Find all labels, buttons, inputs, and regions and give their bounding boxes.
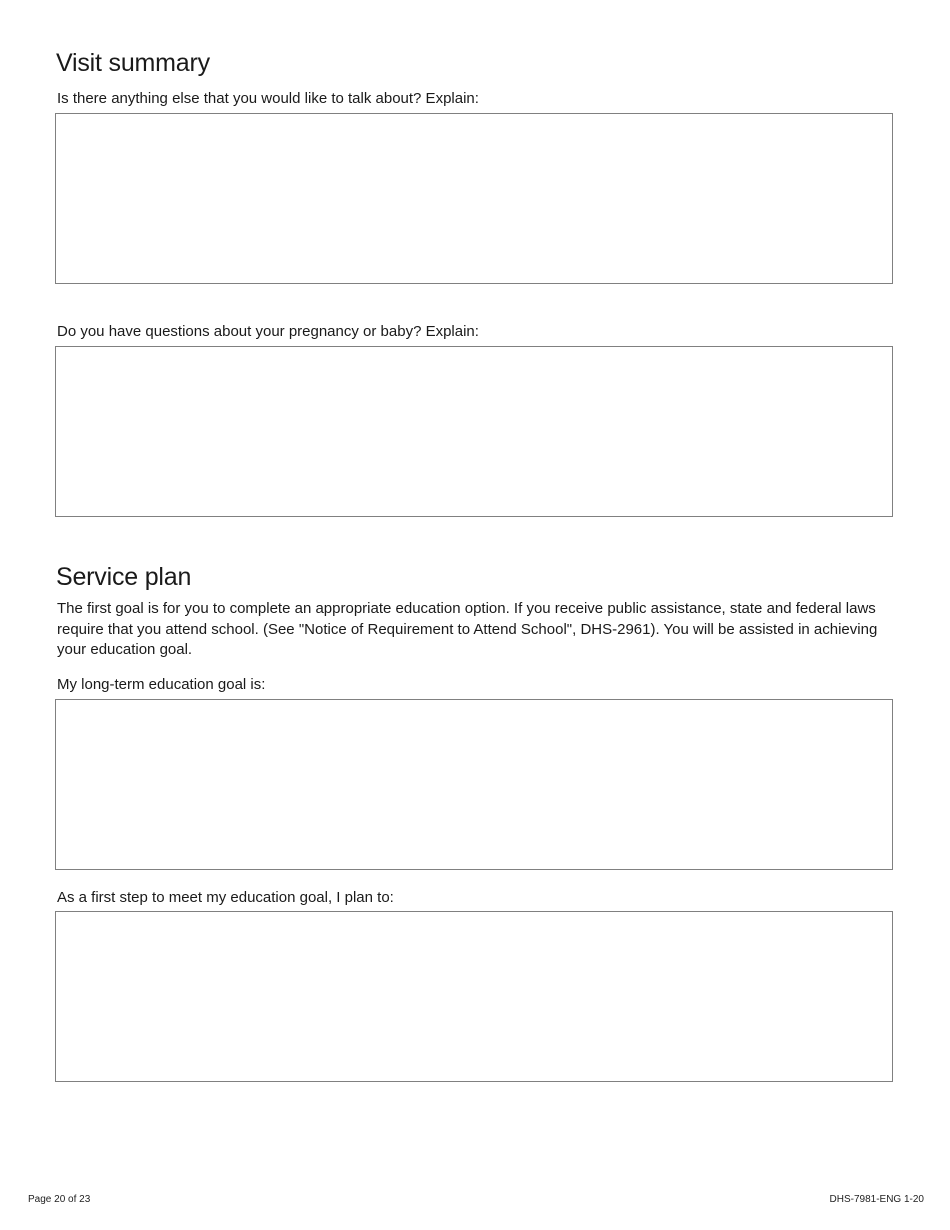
visit-summary-heading: Visit summary — [56, 49, 210, 77]
long-term-goal-field[interactable] — [55, 699, 893, 870]
pregnancy-questions-field[interactable] — [55, 346, 893, 517]
first-step-field[interactable] — [55, 911, 893, 1082]
talk-about-field[interactable] — [55, 113, 893, 284]
talk-about-label: Is there anything else that you would like to talk about? Explain: — [57, 90, 479, 107]
page-number: Page 20 of 23 — [28, 1194, 91, 1205]
first-step-label: As a first step to meet my education goal, I plan to: — [57, 889, 394, 906]
service-plan-intro: The first goal is for you to complete an appropriate education option. If you receive public assistance, state and federal laws require that you attend school. (See "Notice of Requirement to Attend School", DHS-2961). You will be assisted in achieving your education goal. — [57, 600, 878, 658]
service-plan-heading: Service plan — [56, 563, 192, 591]
form-identifier: DHS-7981-ENG 1-20 — [829, 1194, 924, 1205]
pregnancy-questions-label: Do you have questions about your pregnancy or baby? Explain: — [57, 323, 479, 340]
long-term-goal-label: My long-term education goal is: — [57, 676, 266, 693]
